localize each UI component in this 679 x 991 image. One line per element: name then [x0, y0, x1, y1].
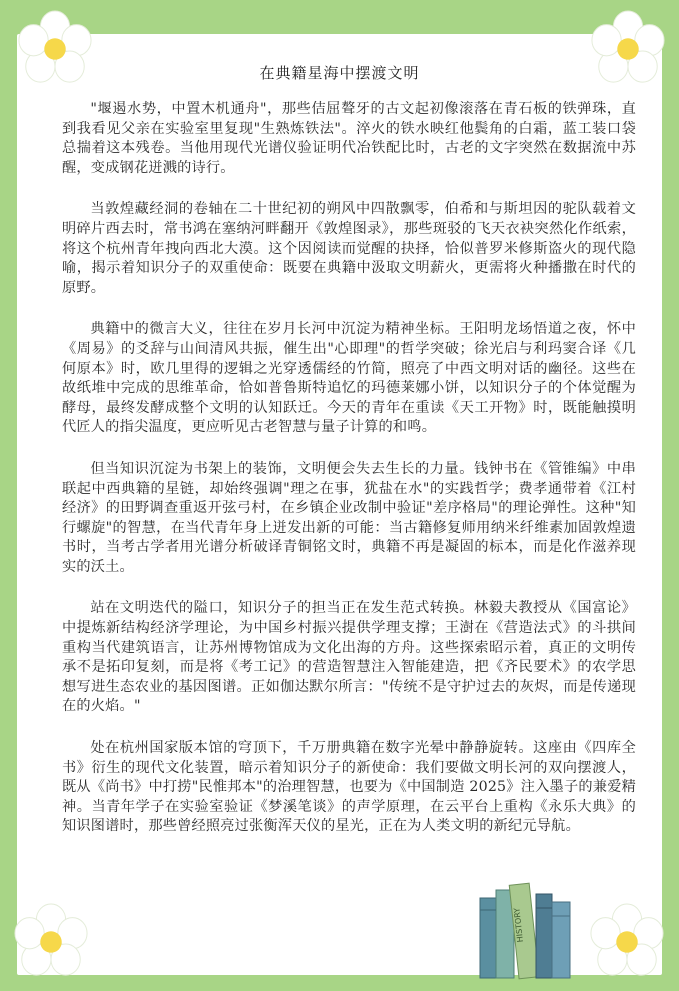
paragraph: 处在杭州国家版本馆的穹顶下，千万册典籍在数字光晕中静静旋转。这座由《四库全书》衍生的现代文化装置，暗示着知识分子的新使命：我们要做文明长河的双向摆渡人，既从《尚书》中打捞"民惟邦本"的治理智慧，也要为《中国制造 2025》注入墨子的兼爱精神。当青年学子在实验室验证《梦溪笔谈》的声学原理，在云平台上重构《永乐大典》的知识图谱时，那些曾经照亮过张衡浑天仪的星光，正在为人类文明的新纪元导航。 [62, 740, 636, 835]
daisy-icon [12, 903, 90, 981]
document-title: 在典籍星海中摆渡文明 [259, 64, 420, 82]
document-body [62, 100, 636, 859]
svg-text:HISTORY: HISTORY [512, 907, 525, 943]
books-icon [476, 880, 576, 980]
paragraph: 站在文明迭代的隘口，知识分子的担当正在发生范式转换。林毅夫教授从《国富论》中提炼新结构经济学理论，为中国乡村振兴提供学理支撑；王澍在《营造法式》的斗拱间重构当代建筑语言，让苏州博物馆成为文化出海的方舟。这些探索昭示着，真正的文明传承不是拓印复刻，而是将《考工记》的营造智慧注入智能建造，把《齐民要术》的农学思想写进生态农业的基因图谱。正如伽达默尔所言："传统不是守护过去的灰烬，而是传递现在的火焰。" [62, 600, 636, 715]
daisy-icon [588, 903, 666, 981]
paragraph: 典籍中的微言大义，往往在岁月长河中沉淀为精神坐标。王阳明龙场悟道之夜，怀中《周易》的爻辞与山间清风共振，催生出"心即理"的哲学突破；徐光启与利玛窦合译《几何原本》时，欧几里得的逻辑之光穿透儒经的竹简，照亮了中西文明对话的幽径。这些在故纸堆中完成的思维革命，恰如普鲁斯特追忆的玛德莱娜小饼，以知识分子的个体觉醒为酵母，最终发酵成整个文明的认知跃迁。今天的青年在重读《天工开物》时，既能触摸明代匠人的指尖温度，更应听见古老智慧与量子计算的和鸣。 [62, 321, 636, 436]
paragraph: 当敦煌藏经洞的卷轴在二十世纪初的朔风中四散飘零，伯希和与斯坦因的驼队载着文明碎片西去时，常书鸿在塞纳河畔翻开《敦煌图录》，那些斑驳的飞天衣袂突然化作纸索，将这个杭州青年拽向西北大漠。这个因阅读而觉醒的抉择，恰似普罗米修斯盗火的现代隐喻，揭示着知识分子的双重使命：既要在典籍中汲取文明薪火，更需将火种播撒在时代的原野。 [62, 201, 636, 296]
paragraph: 但当知识沉淀为书架上的装饰，文明便会失去生长的力量。钱钟书在《管锥编》中串联起中西典籍的星链，却始终强调"理之在事，犹盐在水"的实践哲学；费孝通带着《江村经济》的田野调查重返开弦弓村，在乡镇企业改制中验证"差序格局"的理论弹性。这种"知行螺旋"的智慧，在当代青年身上迸发出新的可能：当古籍修复师用纳米纤维素加固敦煌遗书时，当考古学者用光谱分析破译青铜铭文时，典籍不再是凝固的标本，而是化作滋养现实的沃土。 [62, 460, 636, 575]
paragraph: "堰遏水势，中置木机通舟"，那些佶屈聱牙的古文起初像滚落在青石板的铁弹珠，直到我看见父亲在实验室里复现"生熟炼铁法"。淬火的铁水映红他鬓角的白霜，蓝工装口袋总揣着这本残卷。当他用现代光谱仪验证明代冶铁配比时，古老的文字突然在数据流中苏醒，变成钢花迸溅的诗行。 [62, 101, 636, 176]
